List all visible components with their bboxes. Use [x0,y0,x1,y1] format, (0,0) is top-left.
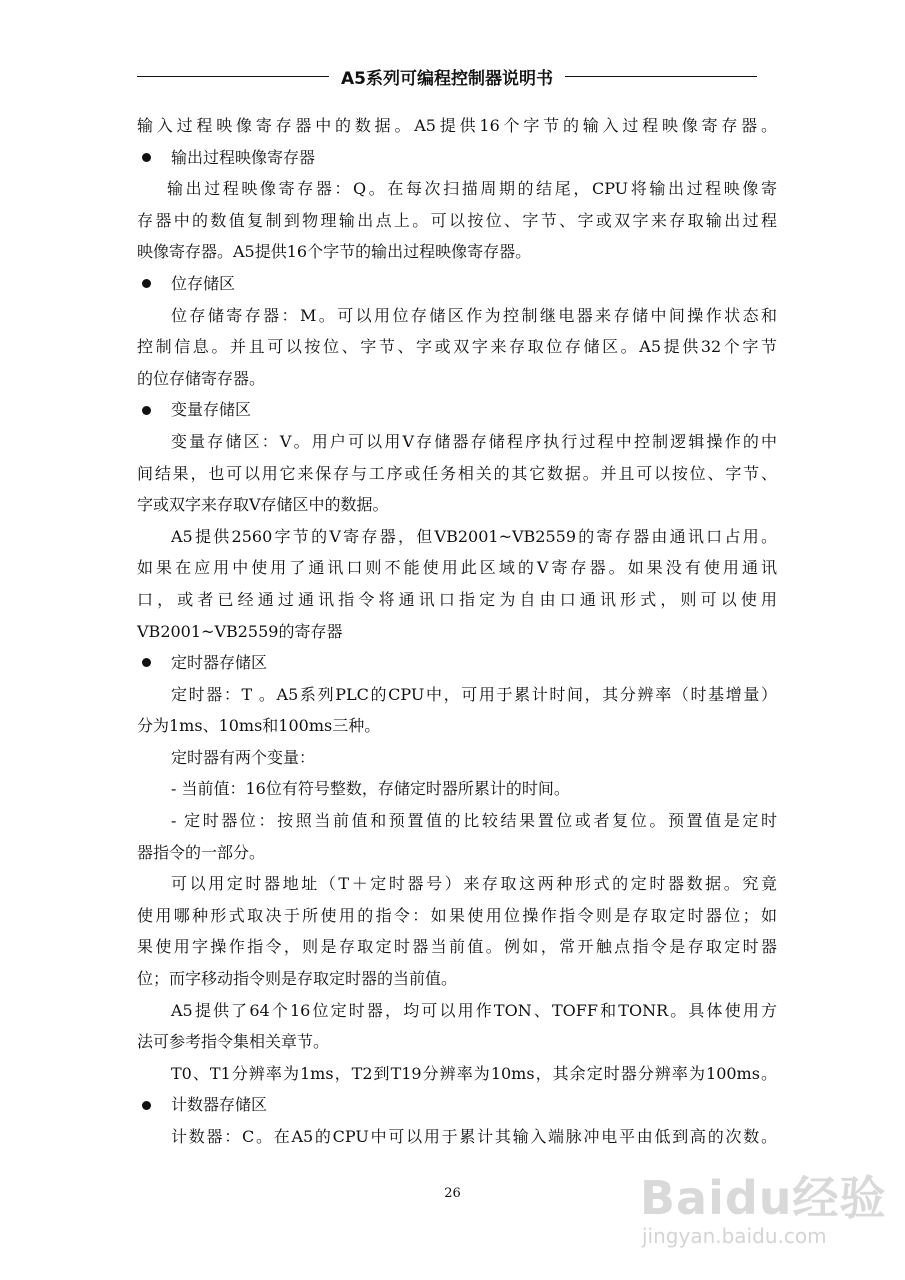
body-line: A5提供了64个16位定时器，均可以用作TON、TOFF和TONR。具体使用方 [171,1000,777,1020]
section-heading-counter-memory [137,1089,777,1121]
bullet-icon [142,153,151,162]
body-line: VB2001~VB2559的寄存器 [137,621,343,641]
body-line: 器指令的一部分。 [137,842,266,862]
body-line: 分为1ms、10ms和100ms三种。 [137,716,381,736]
body-line: 输出过程映像寄存器：Q。在每次扫描周期的结尾，CPU将输出过程映像寄 [167,179,777,199]
watermark-logo: Baidu经验 [640,1171,887,1225]
body-line: 的位存储寄存器。 [137,368,266,388]
body-line: 口，或者已经通过通讯指令将通讯口指定为自由口通讯形式，则可以使用 [137,589,777,609]
header-rule-right [565,76,757,77]
body-line: 可以用定时器地址（T＋定时器号）来存取这两种形式的定时器数据。究竟 [171,874,777,894]
watermark-url: jingyan.baidu.com [642,1224,827,1248]
section-heading-label: 计数器存储区 [171,1095,268,1115]
body-line: 输入过程映像寄存器中的数据。A5提供16个字节的输入过程映像寄存器。 [137,116,777,135]
body-line: - 定时器位：按照当前值和预置值的比较结果置位或者复位。预置值是定时 [171,811,777,831]
section-heading-label: 定时器存储区 [171,653,268,673]
body-line: 控制信息。并且可以按位、字节、字或双字来存取位存储区。A5提供32个字节 [137,337,777,357]
section-heading-label: 输出过程映像寄存器 [171,147,316,167]
body-line: 定时器有两个变量： [171,747,316,767]
bullet-icon [142,279,151,288]
baidu-watermark [620,1162,890,1272]
section-heading-output-image [137,142,777,174]
body-line: 变量存储区：V。用户可以用V存储器存储程序执行过程中控制逻辑操作的中 [171,431,777,451]
body-line: - 当前值：16位有符号整数，存储定时器所累计的时间。 [171,779,570,799]
body-line: 位存储寄存器：M。可以用位存储区作为控制继电器来存储中间操作状态和 [171,305,777,325]
page-body [137,110,777,1153]
bullet-icon [142,1101,151,1110]
page-header [137,62,757,90]
body-line: 间结果，也可以用它来保存与工序或任务相关的其它数据。并且可以按位、字节、 [137,463,777,483]
body-line: A5提供2560字节的V寄存器，但VB2001~VB2559的寄存器由通讯口占用。 [171,526,777,546]
document-title: A5系列可编程控制器说明书 [341,68,553,89]
page-number: 26 [444,1186,461,1201]
body-line: 存器中的数值复制到物理输出点上。可以按位、字节、字或双字来存取输出过程 [137,210,777,230]
section-heading-variable-memory [137,394,777,426]
body-line: 如果在应用中使用了通讯口则不能使用此区域的V寄存器。如果没有使用通讯 [137,558,777,578]
body-line: 法可参考指令集相关章节。 [137,1032,330,1052]
body-line: 字或双字来存取V存储区中的数据。 [137,495,389,515]
header-rule-left [137,76,329,77]
section-heading-bit-memory [137,268,777,300]
section-heading-label: 位存储区 [171,273,236,293]
body-line: 果使用字操作指令，则是存取定时器当前值。例如，常开触点指令是存取定时器 [137,937,777,957]
bullet-icon [142,658,151,667]
body-line: 定时器：T 。A5系列PLC的CPU中，可用于累计时间，其分辨率（时基增量） [171,684,777,704]
body-line: 使用哪种形式取决于所使用的指令：如果使用位操作指令则是存取定时器位；如 [137,905,777,925]
body-line: 计数器：C。在A5的CPU中可以用于累计其输入端脉冲电平由低到高的次数。 [171,1127,777,1146]
body-line: T0、T1分辨率为1ms，T2到T19分辨率为10ms，其余定时器分辨率为100ms。 [171,1063,777,1083]
section-heading-timer-memory [137,647,777,679]
body-line: 位；而字移动指令则是存取定时器的当前值。 [137,969,458,989]
bullet-icon [142,406,151,415]
section-heading-label: 变量存储区 [171,400,252,420]
body-line: 映像寄存器。A5提供16个字节的输出过程映像寄存器。 [137,242,532,262]
